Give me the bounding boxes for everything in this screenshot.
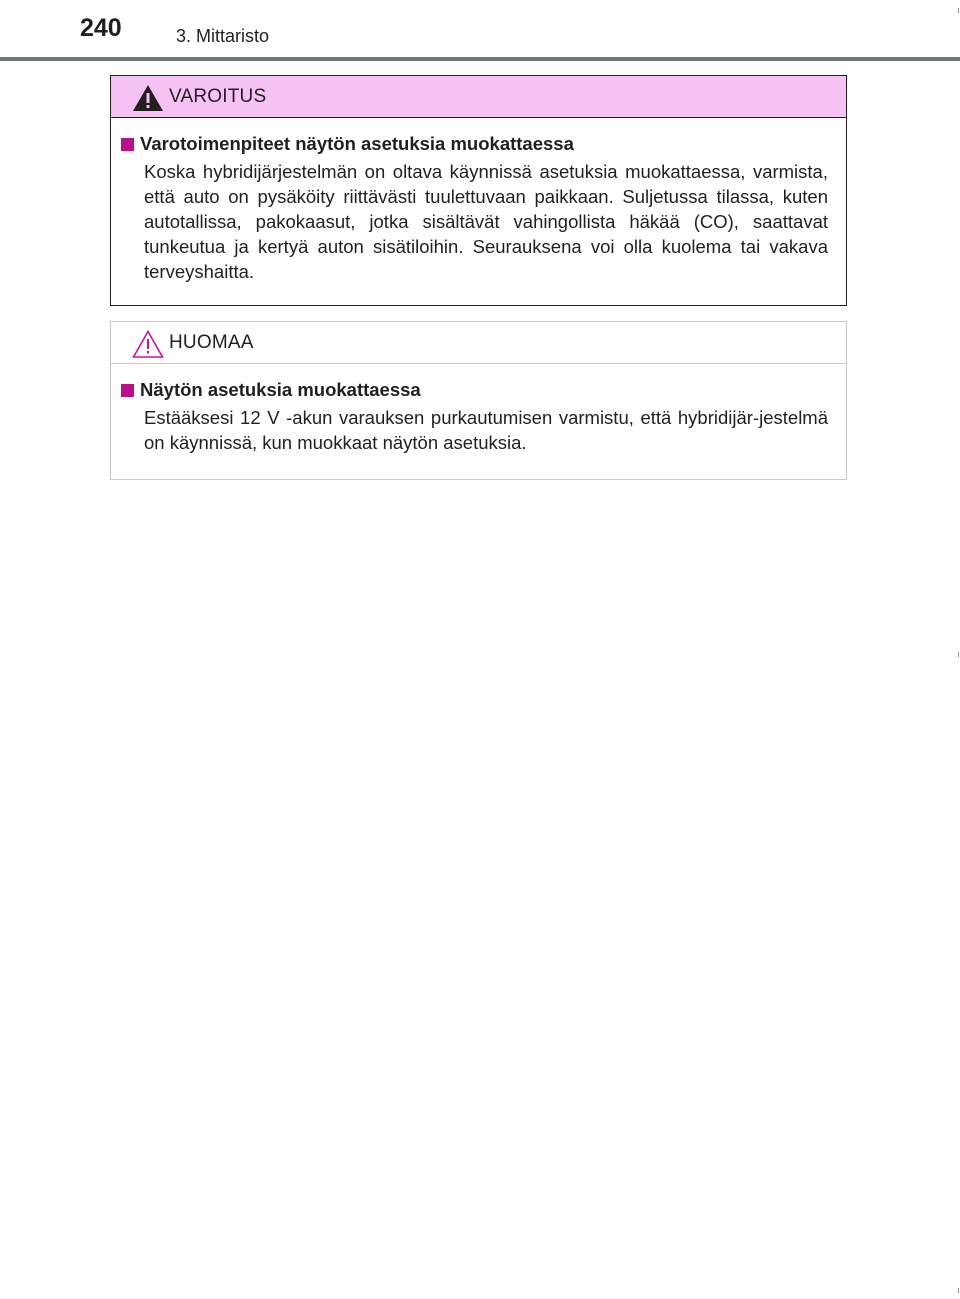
caution-heading [119, 378, 828, 402]
caution-triangle-icon [131, 329, 165, 359]
caution-label: HUOMAA [169, 332, 254, 353]
heading-square-icon [121, 138, 134, 151]
caution-text: Estääksesi 12 V -akun varauksen purkautumisen varmistu, että hybridijär-jestelmä on käynnissä, kun muokkaat näytön asetuksia. [144, 407, 828, 453]
warning-box [110, 75, 847, 306]
edge-mark [958, 1288, 959, 1293]
heading-square-icon [121, 384, 134, 397]
warning-label: VAROITUS [169, 86, 267, 107]
header-rule [0, 57, 960, 61]
warning-heading-text: Varotoimenpiteet näytön asetuksia muokattaessa [140, 133, 574, 154]
caution-content [111, 364, 846, 455]
caution-heading-text: Näytön asetuksia muokattaessa [140, 379, 421, 400]
warning-triangle-icon [131, 83, 165, 113]
edge-mark [958, 652, 959, 657]
warning-text: Koska hybridijärjestelmän on oltava käynnissä asetuksia muokattaessa, varmista, että auto on pysäköity riittävästi tuulettuvaan paikkaan. Suljetussa tilassa, kuten autotallissa, pakokaasut, jotka sisältävät vahingollista häkää (CO), saattavat tunkeutua ja kertyä auton sisätiloihin. Seurauksena voi olla kuolema tai vakava terveyshaitta. [144, 161, 828, 282]
page-number: 240 [80, 14, 122, 42]
caution-box [110, 321, 847, 480]
chapter-title: 3. Mittaristo [176, 26, 270, 46]
warning-content [111, 118, 846, 284]
warning-title-bar [111, 76, 846, 118]
caution-title-bar [111, 322, 846, 364]
warning-heading [119, 132, 828, 156]
edge-mark [958, 8, 959, 13]
page-header [0, 0, 960, 62]
